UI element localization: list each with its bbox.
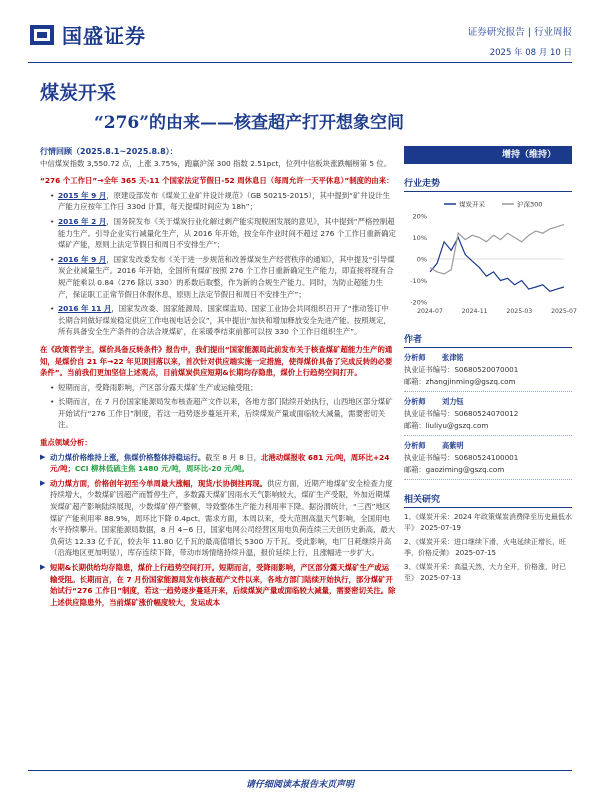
related-title: 2、《煤炭开采：进口继续下滑，火电延续正增长，旺季，价格反弹》 bbox=[404, 538, 566, 557]
x-tick-label: 2024-07 bbox=[417, 308, 443, 315]
trend-chart-svg bbox=[404, 194, 577, 320]
tracking-text: 供应方面，近期产地煤矿安全检查力度持续增大，少数煤矿因超产而暂停生产，多数露天煤矿因雨水天气影响较大，煤矿生产受限，外加近期煤炭煤矿超产影响陆续展现，少数煤矿停产整顿，导致整体生产能力利用率下降。据汾渭统计，“三西”地区煤矿产能利用率 88.9%，周环比下降 0.4pct。需求方面，本周以来，受大范围高温天气影响，全国用电水平持续攀升。国家能源局数据，8 月 4~6 日，国家电网公司经营区用电负荷连续三天创历史新高，最大负荷达 12.33 亿千瓦，较去年 11.80 亿千瓦的最高值增长 5300 万千瓦。受此影响，电厂日耗继续升高（沿海地区更加明显），库存连续下降，带动市场情绪持续升温，报价延续上行，且涨幅进一步扩大。 bbox=[50, 478, 396, 558]
tracking-price-coking: CCI 柳林低硫主焦 1480 元/吨，周环比-20 元/吨。 bbox=[74, 464, 249, 474]
main-body bbox=[40, 146, 396, 608]
review-heading: 行情回顾（2025.8.1~2025.8.8）： bbox=[40, 147, 178, 156]
analyst-cert: 执业证书编号：S0680524070012 bbox=[404, 409, 519, 418]
logo-text: 国盛证券 bbox=[62, 24, 146, 48]
timeline-item bbox=[50, 216, 396, 251]
page-subtitle: “276”的由来——核查超产打开想象空间 bbox=[94, 113, 405, 133]
analyst-card bbox=[404, 352, 572, 392]
y-tick-label: 10% bbox=[412, 234, 427, 242]
timeline-text: ，国家发改委、国家能源局、国家煤监局、国家工业协会共同组织召开了“推动签订中长期合同做好煤炭稳定供应工作电视电话会议”，其中提出“加快和增加释放安全先进产能。按照规定，所有具备安全生产条件的合法合规煤矿，在采暖季结束前都可以按 330 个工作日组织生产”。 bbox=[58, 304, 391, 337]
tracking-lead: 动力煤价格维持上涨，焦煤价格整体持稳运行。 bbox=[50, 452, 206, 462]
tracking-price-thermal: 北港动煤报收 681 元/吨，周环比+24 元/吨； bbox=[50, 452, 390, 474]
footer-disclaimer: 请仔细阅读本报告末页声明 bbox=[245, 780, 354, 790]
triangle-bullet-icon: ▶ bbox=[40, 563, 46, 571]
timeline-list bbox=[50, 190, 396, 338]
trend-chart bbox=[404, 194, 577, 320]
report-date: 2025 年 08 月 10 日 bbox=[489, 48, 572, 58]
x-tick-label: 2024-11 bbox=[461, 308, 488, 315]
analyst-name: 刘力钰 bbox=[442, 397, 464, 406]
related-report-link[interactable] bbox=[404, 512, 572, 534]
tracking-lead: 动力煤方面，价格创年初至今单周最大涨幅，现货/长协倒挂再现。 bbox=[50, 478, 268, 488]
analyst-cert: 执业证书编号：S0680520070001 bbox=[404, 365, 519, 374]
timeline-date: 2016 年 11 月 bbox=[58, 304, 112, 314]
timeline-item bbox=[50, 190, 396, 213]
x-tick-label: 2025-07 bbox=[551, 308, 577, 315]
timeline-item bbox=[50, 254, 396, 300]
related-heading: 相关研究 bbox=[404, 492, 572, 508]
review-text: 中信煤炭指数 3,550.72 点，上涨 3.75%，跑赢沪深 300 指数 2.51pct，位列中信板块涨跌幅榜第 5 位。 bbox=[40, 158, 392, 168]
tracking-lead: 短期&长期供给均存隐患，煤价上行趋势空间打开。 bbox=[50, 563, 220, 572]
analyst-role: 分析师 bbox=[404, 353, 426, 362]
outlook-item: • 长期而言，在 7 月份国家能源局发布核查超产文件以来，各地方部门陆续开始执行，山西地区部分煤矿开始试行“276 工作日”制度，若这一趋势逐步蔓延开来，后续煤炭产量或面临较大减量，需要密切关注。 bbox=[50, 396, 396, 431]
triangle-bullet-icon: ▶ bbox=[40, 452, 46, 461]
timeline-text: ，国务院发布《关于煤炭行业化解过剩产能实现脱困发展的意见》，其中提到“严格控制超能力生产。引导企业实行减量化生产，从 2016 年开始，按全年作业时间不超过 276 个工作日重新确定煤矿产能，原则上法定节假日和周日不安排生产”； bbox=[58, 216, 396, 250]
footer-divider bbox=[28, 770, 572, 771]
related-title: 1、《煤炭开采：2024 年政策煤炭消费降至历史最低水平》 bbox=[404, 513, 572, 532]
tracking-heading: 重点领域分析： bbox=[40, 438, 92, 448]
sidebar bbox=[404, 146, 577, 584]
analyst-card bbox=[404, 396, 572, 436]
tracking-text: 截至 8 月 8 日， bbox=[205, 452, 261, 462]
brand-logo bbox=[28, 20, 146, 49]
y-tick-label: 0% bbox=[416, 255, 427, 264]
related-title: 3、《煤炭开采：高温天然，大力全开，价格涨，时已至》 bbox=[404, 563, 566, 582]
timeline-item bbox=[50, 303, 396, 338]
analyst-cert: 执业证书编号：S0680524100001 bbox=[404, 453, 519, 462]
outlook-item: • 短期而言，受降雨影响，产区部分露天煤矿生产或运输受阻； bbox=[50, 382, 396, 394]
analyst-name: 张津铭 bbox=[442, 353, 464, 362]
timeline-date: 2016 年 9 月 bbox=[58, 254, 107, 264]
tracking-item bbox=[40, 478, 396, 559]
timeline-date: 2016 年 2 月 bbox=[58, 216, 107, 226]
page-footer bbox=[0, 772, 600, 791]
highlight-paragraph: 在《政策哲学主，煤价具备反转条件》报告中，我们提出“国家能源局此前发布关于核查煤矿超能力生产的通知，是煤价自 21 年→22 年见顶回落以来，首次针对供应端实施一定措施，使得煤价具备了完成反转的必要条件”。当前我们更加坚信上述观点，目前煤炭供应短期&长期均存隐患，煤价上行趋势空间打开。 bbox=[40, 344, 393, 378]
page-header bbox=[0, 0, 600, 62]
y-tick-label: -10% bbox=[410, 277, 427, 285]
tracking-item bbox=[40, 562, 396, 608]
analyst-email[interactable]: 邮箱：zhangjinming@gszq.com bbox=[404, 377, 516, 386]
tracking-text: 短期而言，受降雨影响，产区部分露天煤矿生产或运输受阻。长期而言，在 7 月份国家能源局发布核查超产文件以来，各地方部门陆续开始执行，部分煤矿开始试行“276 工作日”制度，若这一趋势逐步蔓延开来，后续煤炭产量或面临较大减量，需要密切关注。除上述供应隐患外，当前煤矿涨价幅度较大，发运成本 bbox=[50, 563, 396, 607]
page-title: 煤炭开采 bbox=[40, 82, 117, 104]
legend-label: 煤炭开采 bbox=[459, 200, 485, 209]
x-tick-label: 2025-03 bbox=[506, 308, 533, 315]
analyst-card bbox=[404, 440, 572, 480]
analyst-role: 分析师 bbox=[404, 441, 426, 450]
series-line bbox=[430, 238, 564, 292]
y-tick-label: 20% bbox=[412, 212, 427, 221]
related-date: 2025-07-19 bbox=[420, 524, 461, 532]
y-tick-label: -20% bbox=[410, 298, 427, 307]
timeline-date: 2015 年 9 月 bbox=[58, 190, 107, 200]
legend-label: 沪深300 bbox=[517, 200, 543, 209]
analyst-heading: 作者 bbox=[404, 332, 572, 348]
related-list bbox=[404, 512, 572, 584]
policy-heading: “276 个工作日”→全年 365 天-11 个国家法定节假日-52 周休息日（每周允许一天平休息）”制度的由来： bbox=[40, 176, 394, 186]
timeline-text: ，国家发改委发布《关于进一步规范和改善煤炭生产经营秩序的通知》，其中提及“引导煤炭企业减量生产。2016 年开始，全国所有煤矿按照 276 个工作日重新确定生产能力，即直接将现有合规产能乘以 0.84（276 除以 330）的系数后取整，作为新的合规生产能力。同时，为防止超能力生产，保证职工正常节假日休假休息，原则上法定节假日和周日不安排生产”； bbox=[58, 254, 395, 299]
analyst-name: 高紫明 bbox=[442, 441, 464, 450]
rating-badge: 增持（维持） bbox=[404, 146, 572, 164]
related-report-link[interactable] bbox=[404, 537, 572, 559]
header-divider bbox=[28, 62, 572, 63]
logo-icon bbox=[28, 23, 56, 47]
outlook-list bbox=[50, 382, 396, 431]
chart-heading: 行业走势 bbox=[404, 176, 572, 192]
triangle-bullet-icon: ▶ bbox=[40, 478, 46, 487]
related-date: 2025-07-15 bbox=[455, 549, 496, 557]
analyst-role: 分析师 bbox=[404, 397, 426, 406]
related-date: 2025-07-13 bbox=[420, 574, 461, 582]
analyst-list bbox=[404, 352, 572, 480]
timeline-text: ，原建设部发布《煤炭工业矿井设计规范》（GB 50215-2015），其中提到“矿井设计生产能力应按年工作日 330d 计算，每天提煤时间应为 18h”； bbox=[58, 190, 390, 212]
tracking-item bbox=[40, 452, 396, 475]
report-type: 证券研究报告 | 行业周报 bbox=[467, 27, 572, 38]
related-report-link[interactable] bbox=[404, 562, 572, 584]
analyst-email[interactable]: 邮箱：liuliyu@gszq.com bbox=[404, 421, 489, 430]
analyst-email[interactable]: 邮箱：gaoziming@gszq.com bbox=[404, 465, 505, 474]
